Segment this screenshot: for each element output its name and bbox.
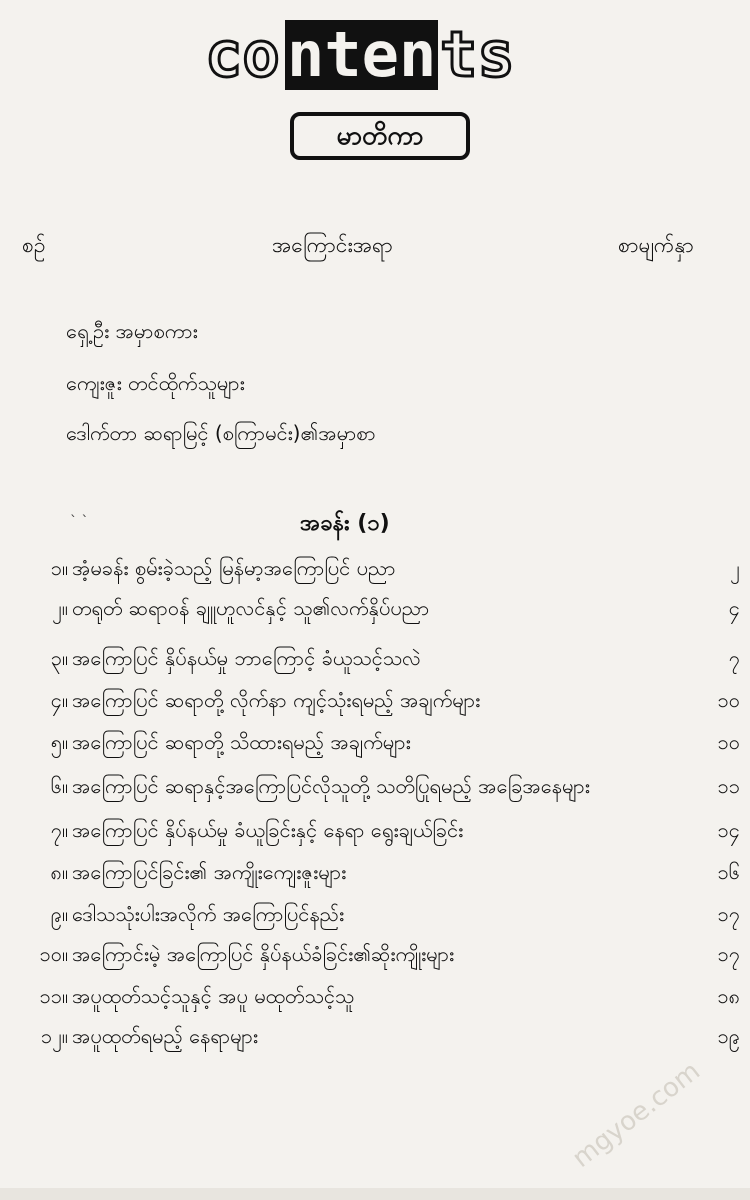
title-part-outline-left: co: [205, 18, 280, 91]
toc-entry-page: ၇: [728, 646, 740, 670]
toc-entry-page: ၁၇: [717, 902, 740, 926]
toc-entry-title: အကြောပြင် ဆရာတို့ သိထားရမည့် အချက်များ: [72, 730, 411, 754]
contents-title: [205, 20, 545, 90]
section-heading: အခန်း (၁): [300, 511, 390, 536]
toc-entry-page: ၁၁: [717, 774, 740, 798]
toc-entry: [0, 976, 750, 1016]
toc-entry: [0, 638, 750, 678]
watermark: mgyoe.com: [566, 1056, 706, 1174]
toc-entry-page: ၁၆: [717, 860, 740, 884]
toc-entry-number: ၁၂။: [40, 1024, 68, 1048]
column-header-subject: အကြောင်းအရာ: [272, 233, 393, 257]
toc-entry-page: ၁၀: [717, 688, 740, 712]
toc-entry-page: ၁၇: [717, 942, 740, 966]
toc-entry-title: အပူထုတ်သင့်သူနှင့် အပူ မထုတ်သင့်သူ: [72, 984, 355, 1008]
toc-entry-number: ၁၀။: [39, 942, 68, 966]
intro-item: ဒေါက်တာ ဆရာမြင့် (စကြာမင်း)၏အမှာစာ: [66, 421, 376, 445]
intro-item: ကျေးဇူး တင်ထိုက်သူများ: [66, 371, 245, 395]
toc-entry-page: ၄: [728, 596, 740, 620]
toc-entry: [0, 894, 750, 934]
toc-entry: [0, 588, 750, 628]
page-bottom-edge: [0, 1188, 750, 1200]
toc-entry-number: ၄။: [50, 688, 68, 712]
subtitle-badge: မာတိကာ: [290, 112, 470, 160]
toc-entry: [0, 810, 750, 850]
toc-entry-page: ၁၉: [717, 1024, 740, 1048]
toc-entry-title: အကြောပြင် ဆရာနှင့်အကြောပြင်လိုသူတို့ သတိပြုရမည့် အခြေအနေများ: [72, 774, 590, 798]
toc-entry-page: ၁၀: [717, 730, 740, 754]
toc-entry-title: အကြောပြင် ဆရာတို့ လိုက်နာ ကျင့်သုံးရမည့် အချက်များ: [72, 688, 481, 712]
toc-entry-number: ၇။: [50, 818, 68, 842]
toc-entry-number: ၆။: [50, 774, 68, 798]
toc-entry-title: အကြောပြင် နှိပ်နယ်မှု ဘာကြောင့် ခံယူသင့်သလဲ: [72, 646, 421, 670]
toc-entry-number: ၁၁။: [39, 984, 68, 1008]
toc-entry: [0, 722, 750, 762]
title-part-solid: nten: [287, 18, 437, 91]
toc-entry: [0, 548, 750, 588]
toc-entry-title: အံ့မခန်း စွမ်းခဲ့သည့် မြန်မာ့အကြောပြင် ပညာ: [72, 556, 396, 580]
toc-entry: [0, 766, 750, 806]
toc-entry: [0, 680, 750, 720]
toc-entry: [0, 852, 750, 892]
toc-entry-number: ၁။: [50, 556, 68, 580]
column-header-number: စဉ်: [22, 233, 46, 257]
toc-entry-number: ၅။: [50, 730, 68, 754]
title-part-outline-right: ts: [440, 18, 515, 91]
toc-entry-title: အပူထုတ်ရမည့် နေရာများ: [72, 1024, 258, 1048]
toc-entry-number: ၂။: [52, 596, 68, 620]
toc-entry-page: ၂: [730, 556, 740, 580]
column-header-page: စာမျက်နှာ: [618, 233, 694, 257]
toc-entry-number: ၉။: [50, 902, 68, 926]
toc-entry-title: ဒေါသသုံးပါးအလိုက် အကြောပြင်နည်း: [72, 902, 345, 926]
toc-entry-title: တရုတ် ဆရာဝန် ချူဟူလင်နှင့် သူ၏လက်နှိပ်ပညာ: [72, 596, 430, 620]
toc-entry-title: အကြောပြင်ခြင်း၏ အကျိုးကျေးဇူးများ: [72, 860, 347, 884]
scribble-mark: ` `: [70, 514, 89, 530]
toc-entry-number: ၃။: [50, 646, 68, 670]
toc-entry-title: အကြောပြင် နှိပ်နယ်မှု ခံယူခြင်းနှင့် နေရာ ရွေးချယ်ခြင်း: [72, 818, 464, 842]
toc-entry-page: ၁၄: [717, 818, 740, 842]
toc-entry: [0, 934, 750, 974]
toc-entry-page: ၁၈: [717, 984, 740, 1008]
intro-item: ရှေ့ဦး အမှာစကား: [66, 319, 198, 343]
toc-entry: [0, 1016, 750, 1056]
toc-entry-number: ၈။: [50, 860, 68, 884]
toc-entry-title: အကြောင်းမဲ့ အကြောပြင် နှိပ်နယ်ခံခြင်း၏ဆိုးကျိုးများ: [72, 942, 455, 966]
